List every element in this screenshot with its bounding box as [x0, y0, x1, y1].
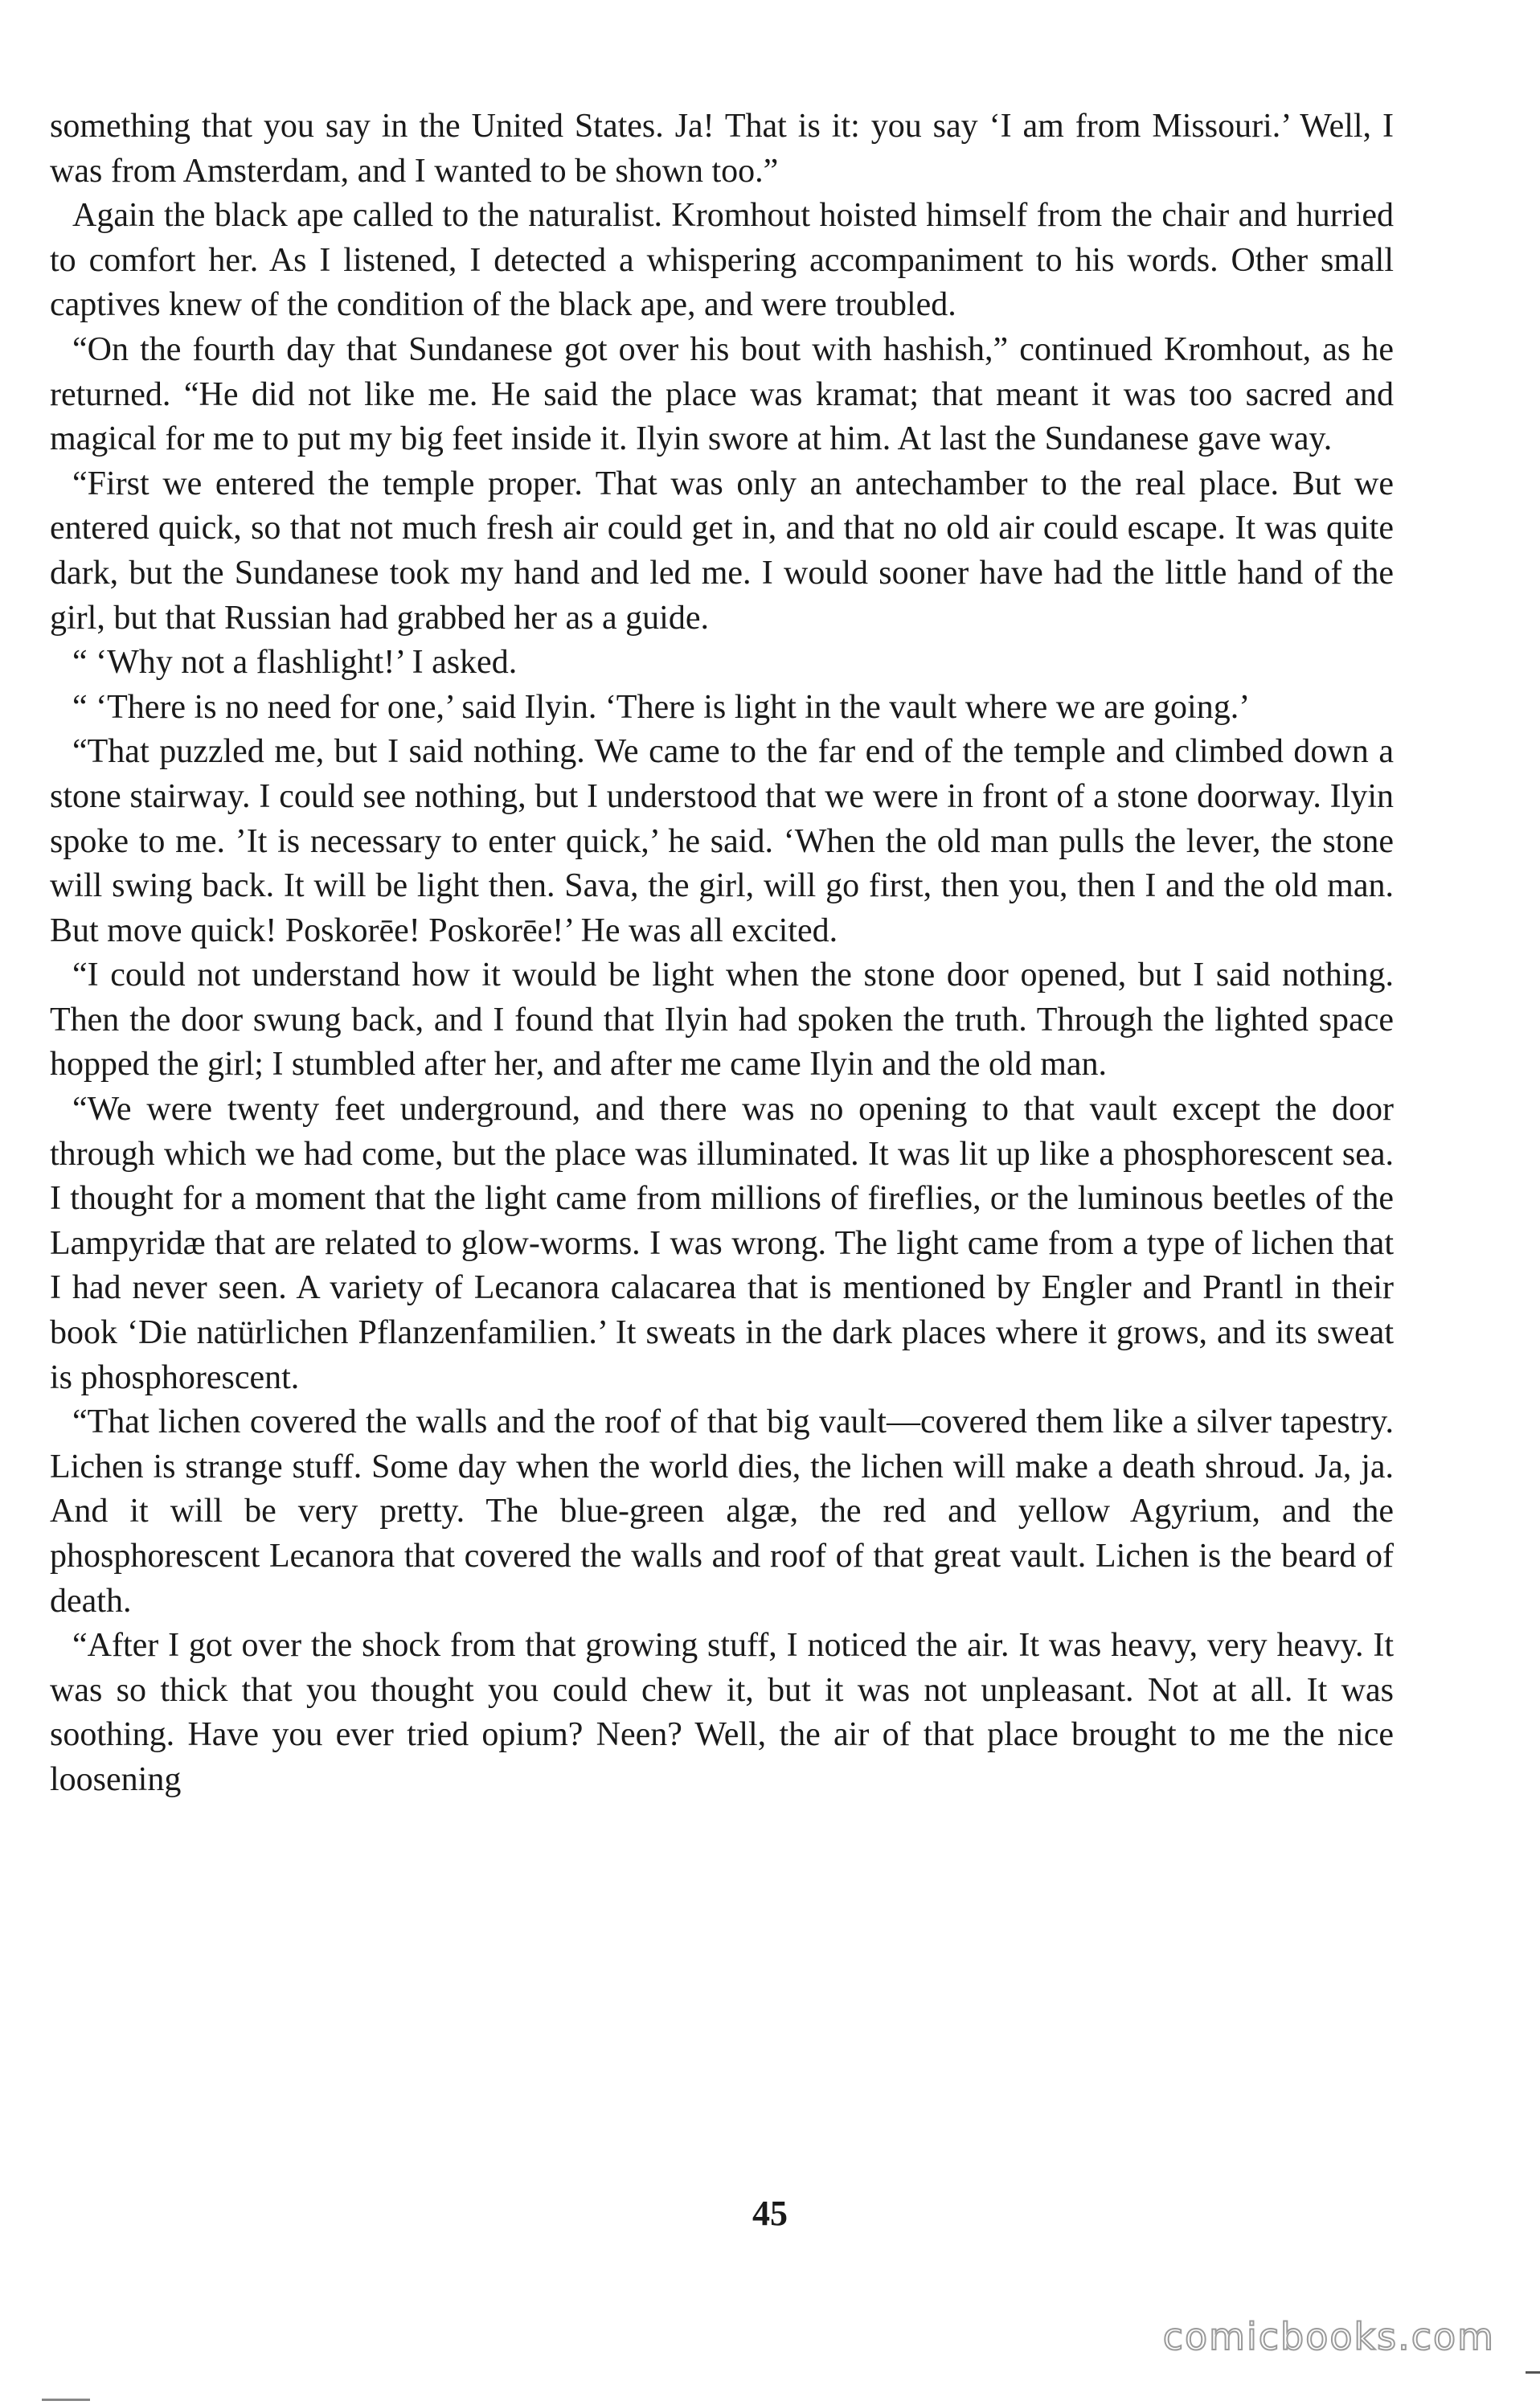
- watermark-logo: comicbooks.com: [1162, 2315, 1495, 2358]
- paragraph: “First we entered the temple proper. That was only an antechamber to the real place. But we entered quick, so that not much fresh air could get in, and that no old air could escape. It was quite dark, but the Sundanese took my hand and led me. I would sooner have had the little hand of the girl, but that Russian had grabbed her as a guide.: [50, 465, 1394, 637]
- paragraph: “After I got over the shock from that growing stuff, I noticed the air. It was heavy, very heavy. It was so thick that you thought you could chew it, but it was not unpleasant. Not at all. It was soothing. Have you ever tried opium? Neen? Well, the air of that place brought to me the nice loosening: [50, 1627, 1394, 1798]
- scan-edge-mark: [42, 2399, 90, 2401]
- paragraph: “That puzzled me, but I said nothing. We came to the far end of the temple and climbed down a stone stairway. I could see nothing, but I understood that we were in front of a stone doorway. Ilyin spoke to me. ’It is necessary to enter quick,’ he said. ‘When the old man pulls the lever, the stone will swing back. It will be light then. Sava, the girl, will go first, then you, then I and the old man. But move quick! Poskorēe! Poskorēe!’ He was all excited.: [50, 733, 1394, 949]
- paragraph: something that you say in the United States. Ja! That is it: you say ‘I am from Missouri.’ Well, I was from Amsterdam, and I wanted to be shown too.”: [50, 108, 1394, 190]
- paragraph: “ ‘Why not a flashlight!’ I asked.: [72, 644, 518, 682]
- body-text: [50, 104, 1394, 1803]
- paragraph: “On the fourth day that Sundanese got over his bout with hashish,” continued Kromhout, as he returned. “He did not like me. He said the place was kramat; that meant it was too sacred and magical for me to put my big feet inside it. Ilyin swore at him. At last the Sundanese gave way.: [50, 330, 1394, 458]
- paragraph: “I could not understand how it would be light when the stone door opened, but I said nothing. Then the door swung back, and I found that Ilyin had spoken the truth. Through the lighted space hopped the girl; I stumbled after her, and after me came Ilyin and the old man.: [50, 957, 1394, 1084]
- paragraph: Again the black ape called to the naturalist. Kromhout hoisted himself from the chair and hurried to comfort her. As I listened, I detected a whispering accompaniment to his words. Other small captives knew of the condition of the black ape, and were troubled.: [50, 197, 1394, 324]
- page-number: 45: [752, 2194, 788, 2233]
- scan-edge-mark: [1526, 2371, 1540, 2374]
- paragraph: “ ‘There is no need for one,’ said Ilyin. ‘There is light in the vault where we are going.’: [72, 688, 1251, 726]
- paragraph: “That lichen covered the walls and the roof of that big vault—covered them like a silver tapestry. Lichen is strange stuff. Some day when the world dies, the lichen will make a death shroud. Ja, ja. And it will be very pretty. The blue-green algæ, the red and yellow Agyrium, and the phosphorescent Lecanora that covered the walls and roof of that great vault. Lichen is the beard of death.: [50, 1403, 1394, 1620]
- paragraph: “We were twenty feet underground, and there was no opening to that vault except the door through which we had come, but the place was illuminated. It was lit up like a phosphorescent sea. I thought for a moment that the light came from millions of fireflies, or the luminous beetles of the Lampyridæ that are related to glow-worms. I was wrong. The light came from a type of lichen that I had never seen. A variety of Lecanora calacarea that is mentioned by Engler and Prantl in their book ‘Die natürlichen Pflanzenfamilien.’ It sweats in the dark places where it grows, and its sweat is phosphorescent.: [50, 1091, 1394, 1396]
